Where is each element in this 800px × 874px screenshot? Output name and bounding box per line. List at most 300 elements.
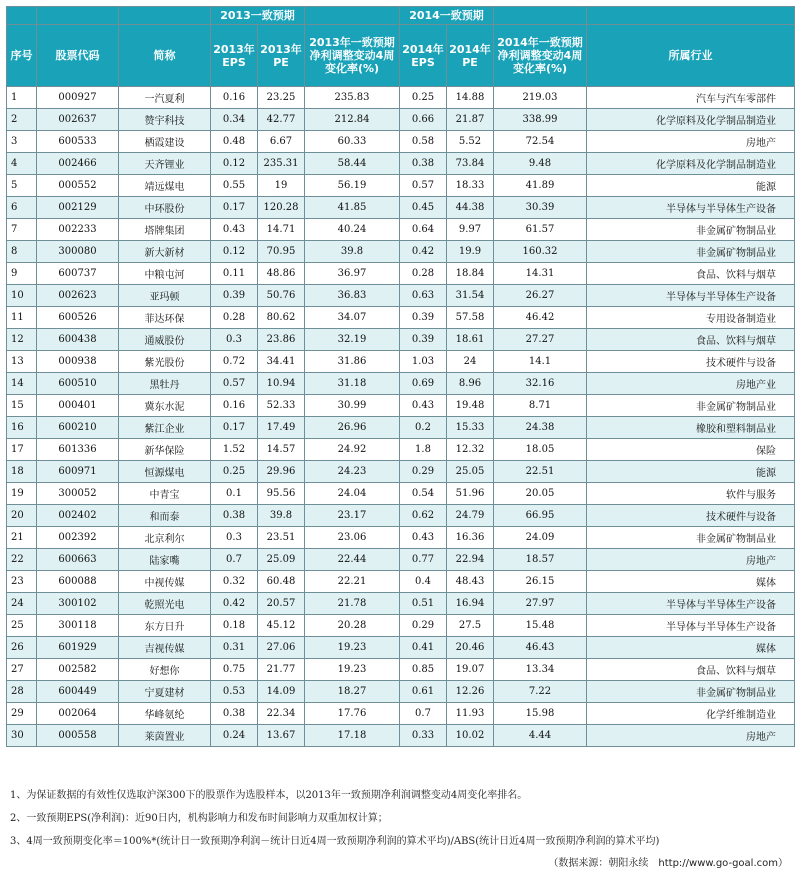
change-2013-cell: 41.85 (305, 197, 400, 219)
change-2014-cell: 22.51 (494, 461, 587, 483)
table-row (7, 241, 795, 263)
industry-cell: 食品、饮料与烟草 (587, 263, 795, 285)
pe-2013-cell: 29.96 (258, 461, 305, 483)
name-cell: 北京利尔 (119, 527, 211, 549)
eps-2014-cell: 0.42 (400, 241, 447, 263)
name-cell: 莱茵置业 (119, 725, 211, 747)
col-header-eps-2013: 2013年EPS (211, 25, 258, 87)
footnote: 1、为保证数据的有效性仅选取沪深300下的股票作为选股样本，以2013年一致预期净利润调整变动4周变化率排名。 (10, 790, 528, 801)
seq-cell: 9 (7, 263, 37, 285)
pe-2013-cell: 21.77 (258, 659, 305, 681)
change-2014-cell: 26.27 (494, 285, 587, 307)
eps-2013-cell: 0.1 (211, 483, 258, 505)
seq-cell: 22 (7, 549, 37, 571)
industry-cell: 能源 (587, 461, 795, 483)
pe-2013-cell: 23.51 (258, 527, 305, 549)
change-2014-cell: 30.39 (494, 197, 587, 219)
eps-2013-cell: 0.72 (211, 351, 258, 373)
eps-2013-cell: 0.12 (211, 241, 258, 263)
table-row (7, 109, 795, 131)
change-2013-cell: 56.19 (305, 175, 400, 197)
industry-cell: 房地产 (587, 549, 795, 571)
header-blank-right (587, 7, 795, 25)
seq-cell: 10 (7, 285, 37, 307)
eps-2013-cell: 0.25 (211, 461, 258, 483)
pe-2014-cell: 57.58 (447, 307, 494, 329)
table-row (7, 417, 795, 439)
seq-cell: 28 (7, 681, 37, 703)
eps-2014-cell: 0.29 (400, 461, 447, 483)
change-2014-cell: 15.48 (494, 615, 587, 637)
name-cell: 中粮屯河 (119, 263, 211, 285)
eps-2014-cell: 1.8 (400, 439, 447, 461)
eps-2014-cell: 0.43 (400, 395, 447, 417)
pe-2013-cell: 235.31 (258, 153, 305, 175)
change-2013-cell: 30.99 (305, 395, 400, 417)
name-cell: 和而泰 (119, 505, 211, 527)
name-cell: 通威股份 (119, 329, 211, 351)
change-2014-cell: 15.98 (494, 703, 587, 725)
footnote: 3、4周一致预期变化率＝100%*(统计日一致预期净利润－统计日近4周一致预期净利润的算术平均)/ABS(统计日近4周一致预期净利润的算术平均) (10, 836, 660, 847)
eps-2014-cell: 0.58 (400, 131, 447, 153)
table-row (7, 483, 795, 505)
eps-2013-cell: 0.28 (211, 307, 258, 329)
name-cell: 栖霞建设 (119, 131, 211, 153)
pe-2013-cell: 23.86 (258, 329, 305, 351)
change-2014-cell: 219.03 (494, 87, 587, 109)
seq-cell: 26 (7, 637, 37, 659)
name-cell: 天齐锂业 (119, 153, 211, 175)
seq-cell: 14 (7, 373, 37, 395)
table-row (7, 329, 795, 351)
code-cell: 601336 (37, 439, 119, 461)
pe-2013-cell: 25.09 (258, 549, 305, 571)
change-2013-cell: 31.18 (305, 373, 400, 395)
seq-cell: 4 (7, 153, 37, 175)
industry-cell: 软件与服务 (587, 483, 795, 505)
change-2013-cell: 60.33 (305, 131, 400, 153)
pe-2014-cell: 24 (447, 351, 494, 373)
code-cell: 300080 (37, 241, 119, 263)
seq-cell: 20 (7, 505, 37, 527)
seq-cell: 24 (7, 593, 37, 615)
table-row (7, 681, 795, 703)
pe-2014-cell: 5.52 (447, 131, 494, 153)
eps-2013-cell: 0.32 (211, 571, 258, 593)
col-header-change-2014: 2014年一致预期净利调整变动4周变化率(%) (494, 25, 587, 87)
change-2013-cell: 23.17 (305, 505, 400, 527)
eps-2014-cell: 0.45 (400, 197, 447, 219)
change-2014-cell: 41.89 (494, 175, 587, 197)
industry-cell: 非金属矿物制品业 (587, 527, 795, 549)
change-2013-cell: 212.84 (305, 109, 400, 131)
col-header-eps-2014: 2014年EPS (400, 25, 447, 87)
col-header-change-2013: 2013年一致预期净利调整变动4周变化率(%) (305, 25, 400, 87)
change-2014-cell: 20.05 (494, 483, 587, 505)
eps-2014-cell: 0.29 (400, 615, 447, 637)
col-header-code: 股票代码 (37, 25, 119, 87)
change-2014-cell: 18.57 (494, 549, 587, 571)
eps-2013-cell: 0.16 (211, 87, 258, 109)
name-cell: 赞宇科技 (119, 109, 211, 131)
pe-2014-cell: 21.87 (447, 109, 494, 131)
code-cell: 000552 (37, 175, 119, 197)
name-cell: 新华保险 (119, 439, 211, 461)
industry-cell: 非金属矿物制品业 (587, 681, 795, 703)
seq-cell: 30 (7, 725, 37, 747)
pe-2013-cell: 95.56 (258, 483, 305, 505)
code-cell: 600533 (37, 131, 119, 153)
pe-2014-cell: 10.02 (447, 725, 494, 747)
name-cell: 亚玛顿 (119, 285, 211, 307)
seq-cell: 21 (7, 527, 37, 549)
pe-2013-cell: 50.76 (258, 285, 305, 307)
eps-2014-cell: 0.43 (400, 527, 447, 549)
code-cell: 000938 (37, 351, 119, 373)
name-cell: 中视传媒 (119, 571, 211, 593)
table-row (7, 307, 795, 329)
change-2013-cell: 19.23 (305, 659, 400, 681)
pe-2014-cell: 51.96 (447, 483, 494, 505)
industry-cell: 食品、饮料与烟草 (587, 329, 795, 351)
pe-2013-cell: 60.48 (258, 571, 305, 593)
name-cell: 恒源煤电 (119, 461, 211, 483)
eps-2013-cell: 0.55 (211, 175, 258, 197)
change-2014-cell: 24.09 (494, 527, 587, 549)
change-2013-cell: 23.06 (305, 527, 400, 549)
industry-cell: 非金属矿物制品业 (587, 241, 795, 263)
eps-2013-cell: 0.57 (211, 373, 258, 395)
industry-cell: 非金属矿物制品业 (587, 395, 795, 417)
change-2014-cell: 13.34 (494, 659, 587, 681)
code-cell: 300102 (37, 593, 119, 615)
change-2013-cell: 20.28 (305, 615, 400, 637)
seq-cell: 23 (7, 571, 37, 593)
name-cell: 东方日升 (119, 615, 211, 637)
industry-cell: 房地产 (587, 725, 795, 747)
industry-cell: 化学原料及化学制品制造业 (587, 109, 795, 131)
pe-2013-cell: 52.33 (258, 395, 305, 417)
industry-cell: 技术硬件与设备 (587, 351, 795, 373)
group-header-2014: 2014一致预期 (400, 7, 494, 25)
pe-2013-cell: 70.95 (258, 241, 305, 263)
pe-2014-cell: 14.88 (447, 87, 494, 109)
change-2013-cell: 32.19 (305, 329, 400, 351)
seq-cell: 2 (7, 109, 37, 131)
eps-2013-cell: 0.38 (211, 703, 258, 725)
col-header-name: 简称 (119, 25, 211, 87)
seq-cell: 19 (7, 483, 37, 505)
pe-2014-cell: 48.43 (447, 571, 494, 593)
pe-2013-cell: 22.34 (258, 703, 305, 725)
name-cell: 一汽夏利 (119, 87, 211, 109)
pe-2013-cell: 80.62 (258, 307, 305, 329)
pe-2014-cell: 12.26 (447, 681, 494, 703)
pe-2014-cell: 44.38 (447, 197, 494, 219)
change-2014-cell: 7.22 (494, 681, 587, 703)
change-2014-cell: 66.95 (494, 505, 587, 527)
code-cell: 601929 (37, 637, 119, 659)
eps-2014-cell: 0.2 (400, 417, 447, 439)
change-2014-cell: 32.16 (494, 373, 587, 395)
pe-2013-cell: 17.49 (258, 417, 305, 439)
eps-2014-cell: 0.66 (400, 109, 447, 131)
code-cell: 002233 (37, 219, 119, 241)
change-2013-cell: 17.18 (305, 725, 400, 747)
change-2014-cell: 4.44 (494, 725, 587, 747)
code-cell: 600526 (37, 307, 119, 329)
eps-2014-cell: 0.85 (400, 659, 447, 681)
code-cell: 002623 (37, 285, 119, 307)
change-2013-cell: 21.78 (305, 593, 400, 615)
pe-2014-cell: 8.96 (447, 373, 494, 395)
code-cell: 600449 (37, 681, 119, 703)
eps-2013-cell: 0.3 (211, 329, 258, 351)
name-cell: 华峰氨纶 (119, 703, 211, 725)
pe-2013-cell: 14.71 (258, 219, 305, 241)
change-2013-cell: 24.23 (305, 461, 400, 483)
industry-cell: 化学原料及化学制品制造业 (587, 153, 795, 175)
industry-cell: 非金属矿物制品业 (587, 219, 795, 241)
industry-cell: 半导体与半导体生产设备 (587, 197, 795, 219)
seq-cell: 18 (7, 461, 37, 483)
pe-2014-cell: 18.84 (447, 263, 494, 285)
group-header-2013: 2013一致预期 (211, 7, 305, 25)
change-2014-cell: 18.05 (494, 439, 587, 461)
code-cell: 600088 (37, 571, 119, 593)
pe-2013-cell: 20.57 (258, 593, 305, 615)
code-cell: 002064 (37, 703, 119, 725)
change-2013-cell: 58.44 (305, 153, 400, 175)
industry-cell: 半导体与半导体生产设备 (587, 285, 795, 307)
eps-2014-cell: 0.38 (400, 153, 447, 175)
industry-cell: 媒体 (587, 637, 795, 659)
change-2013-cell: 24.92 (305, 439, 400, 461)
eps-2014-cell: 0.77 (400, 549, 447, 571)
seq-cell: 15 (7, 395, 37, 417)
table-row (7, 637, 795, 659)
pe-2013-cell: 48.86 (258, 263, 305, 285)
pe-2013-cell: 27.06 (258, 637, 305, 659)
seq-cell: 11 (7, 307, 37, 329)
pe-2014-cell: 18.61 (447, 329, 494, 351)
table-row (7, 505, 795, 527)
code-cell: 002392 (37, 527, 119, 549)
eps-2013-cell: 0.16 (211, 395, 258, 417)
col-header-pe-2013: 2013年PE (258, 25, 305, 87)
pe-2013-cell: 39.8 (258, 505, 305, 527)
eps-2014-cell: 0.41 (400, 637, 447, 659)
pe-2013-cell: 34.41 (258, 351, 305, 373)
eps-2013-cell: 0.75 (211, 659, 258, 681)
pe-2013-cell: 6.67 (258, 131, 305, 153)
pe-2014-cell: 73.84 (447, 153, 494, 175)
table-row (7, 131, 795, 153)
industry-cell: 半导体与半导体生产设备 (587, 615, 795, 637)
industry-cell: 技术硬件与设备 (587, 505, 795, 527)
change-2014-cell: 46.42 (494, 307, 587, 329)
eps-2013-cell: 0.53 (211, 681, 258, 703)
name-cell: 宁夏建材 (119, 681, 211, 703)
table-row (7, 153, 795, 175)
pe-2014-cell: 16.94 (447, 593, 494, 615)
seq-cell: 12 (7, 329, 37, 351)
table-row (7, 285, 795, 307)
name-cell: 菲达环保 (119, 307, 211, 329)
change-2013-cell: 31.86 (305, 351, 400, 373)
seq-cell: 8 (7, 241, 37, 263)
eps-2014-cell: 0.64 (400, 219, 447, 241)
industry-cell: 能源 (587, 175, 795, 197)
code-cell: 300052 (37, 483, 119, 505)
table-row (7, 263, 795, 285)
change-2014-cell: 9.48 (494, 153, 587, 175)
table-row (7, 373, 795, 395)
table-row (7, 87, 795, 109)
code-cell: 600510 (37, 373, 119, 395)
pe-2014-cell: 24.79 (447, 505, 494, 527)
eps-2014-cell: 0.39 (400, 307, 447, 329)
eps-2013-cell: 0.3 (211, 527, 258, 549)
industry-cell: 专用设备制造业 (587, 307, 795, 329)
change-2014-cell: 14.1 (494, 351, 587, 373)
eps-2013-cell: 0.38 (211, 505, 258, 527)
name-cell: 中环股份 (119, 197, 211, 219)
seq-cell: 17 (7, 439, 37, 461)
eps-2014-cell: 0.54 (400, 483, 447, 505)
eps-2014-cell: 0.39 (400, 329, 447, 351)
pe-2013-cell: 13.67 (258, 725, 305, 747)
eps-2014-cell: 0.4 (400, 571, 447, 593)
change-2013-cell: 17.76 (305, 703, 400, 725)
pe-2013-cell: 14.57 (258, 439, 305, 461)
change-2013-cell: 39.8 (305, 241, 400, 263)
name-cell: 靖远煤电 (119, 175, 211, 197)
code-cell: 002466 (37, 153, 119, 175)
change-2013-cell: 40.24 (305, 219, 400, 241)
change-2014-cell: 27.97 (494, 593, 587, 615)
eps-2013-cell: 0.18 (211, 615, 258, 637)
eps-2013-cell: 0.7 (211, 549, 258, 571)
code-cell: 002402 (37, 505, 119, 527)
eps-2014-cell: 0.28 (400, 263, 447, 285)
name-cell: 吉视传媒 (119, 637, 211, 659)
table-row (7, 219, 795, 241)
change-2014-cell: 8.71 (494, 395, 587, 417)
name-cell: 紫江企业 (119, 417, 211, 439)
industry-cell: 橡胶和塑料制品业 (587, 417, 795, 439)
pe-2014-cell: 15.33 (447, 417, 494, 439)
pe-2013-cell: 45.12 (258, 615, 305, 637)
eps-2014-cell: 0.69 (400, 373, 447, 395)
change-2014-cell: 14.31 (494, 263, 587, 285)
industry-cell: 房地产 (587, 131, 795, 153)
code-cell: 600663 (37, 549, 119, 571)
table-row (7, 439, 795, 461)
eps-2014-cell: 0.33 (400, 725, 447, 747)
pe-2014-cell: 18.33 (447, 175, 494, 197)
eps-2014-cell: 0.63 (400, 285, 447, 307)
industry-cell: 媒体 (587, 571, 795, 593)
seq-cell: 6 (7, 197, 37, 219)
change-2013-cell: 235.83 (305, 87, 400, 109)
forecast-table (6, 6, 795, 747)
table-row (7, 395, 795, 417)
col-header-pe-2014: 2014年PE (447, 25, 494, 87)
name-cell: 陆家嘴 (119, 549, 211, 571)
table-row (7, 593, 795, 615)
pe-2013-cell: 42.77 (258, 109, 305, 131)
change-2014-cell: 338.99 (494, 109, 587, 131)
industry-cell: 汽车与汽车零部件 (587, 87, 795, 109)
seq-cell: 7 (7, 219, 37, 241)
eps-2014-cell: 0.51 (400, 593, 447, 615)
change-2013-cell: 22.21 (305, 571, 400, 593)
pe-2014-cell: 16.36 (447, 527, 494, 549)
table-row (7, 615, 795, 637)
eps-2013-cell: 0.42 (211, 593, 258, 615)
table-row (7, 461, 795, 483)
eps-2014-cell: 0.62 (400, 505, 447, 527)
industry-cell: 房地产业 (587, 373, 795, 395)
eps-2013-cell: 1.52 (211, 439, 258, 461)
data-source: （数据来源：朝阳永续 http://www.go-goal.com） (548, 858, 788, 869)
table-row (7, 703, 795, 725)
header-blank-left (7, 7, 37, 25)
change-2013-cell: 34.07 (305, 307, 400, 329)
table-row (7, 659, 795, 681)
seq-cell: 29 (7, 703, 37, 725)
name-cell: 中青宝 (119, 483, 211, 505)
table-row (7, 351, 795, 373)
change-2013-cell: 18.27 (305, 681, 400, 703)
col-header-industry: 所属行业 (587, 25, 795, 87)
seq-cell: 3 (7, 131, 37, 153)
eps-2013-cell: 0.34 (211, 109, 258, 131)
footnotes (10, 784, 790, 853)
pe-2014-cell: 31.54 (447, 285, 494, 307)
industry-cell: 化学纤维制造业 (587, 703, 795, 725)
eps-2014-cell: 1.03 (400, 351, 447, 373)
change-2013-cell: 36.97 (305, 263, 400, 285)
pe-2014-cell: 20.46 (447, 637, 494, 659)
code-cell: 600971 (37, 461, 119, 483)
eps-2013-cell: 0.39 (211, 285, 258, 307)
pe-2013-cell: 23.25 (258, 87, 305, 109)
change-2014-cell: 160.32 (494, 241, 587, 263)
code-cell: 002582 (37, 659, 119, 681)
name-cell: 好想你 (119, 659, 211, 681)
pe-2014-cell: 19.9 (447, 241, 494, 263)
pe-2014-cell: 22.94 (447, 549, 494, 571)
seq-cell: 25 (7, 615, 37, 637)
name-cell: 塔牌集团 (119, 219, 211, 241)
table-row (7, 197, 795, 219)
change-2014-cell: 46.43 (494, 637, 587, 659)
eps-2013-cell: 0.17 (211, 417, 258, 439)
pe-2013-cell: 19 (258, 175, 305, 197)
pe-2014-cell: 27.5 (447, 615, 494, 637)
change-2013-cell: 36.83 (305, 285, 400, 307)
footnote: 2、一致预期EPS(净利润)：近90日内，机构影响力和发布时间影响力双重加权计算； (10, 813, 388, 824)
code-cell: 300118 (37, 615, 119, 637)
table-row (7, 571, 795, 593)
name-cell: 乾照光电 (119, 593, 211, 615)
eps-2013-cell: 0.17 (211, 197, 258, 219)
eps-2014-cell: 0.61 (400, 681, 447, 703)
pe-2014-cell: 9.97 (447, 219, 494, 241)
industry-cell: 半导体与半导体生产设备 (587, 593, 795, 615)
